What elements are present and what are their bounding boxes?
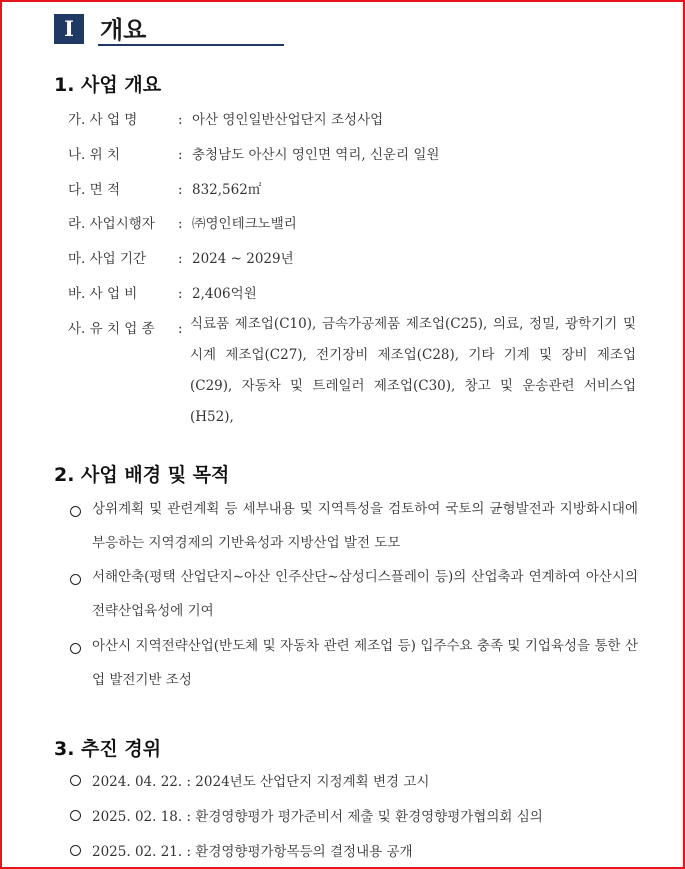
row-label: 라. 사업시행자 (68, 216, 155, 232)
overview-row-area (68, 178, 261, 198)
chapter-underline (98, 44, 284, 46)
chapter-title: 개요 (100, 16, 147, 44)
row-colon: : (178, 182, 183, 198)
circle-bullet-icon (70, 845, 81, 856)
row-colon: : (178, 147, 183, 163)
circle-bullet-icon (70, 643, 81, 654)
overview-row-operator (68, 212, 297, 232)
row-label: 나. 위 치 (68, 147, 120, 163)
circle-bullet-icon (70, 506, 81, 517)
circle-bullet-icon (70, 775, 81, 786)
row-value: ㈜영인테크노밸리 (192, 216, 297, 232)
overview-row-industries (68, 317, 192, 337)
row-colon: : (178, 251, 183, 267)
circle-bullet-icon (70, 810, 81, 821)
history-text: 2024. 04. 22. : 2024년도 산업단지 지정계획 변경 고시 (92, 774, 430, 790)
history-text: 2025. 02. 18. : 환경영향평가 평가준비서 제출 및 환경영향평가협의회 심의 (92, 809, 543, 825)
row-colon: : (178, 286, 183, 302)
history-text: 2025. 02. 21. : 환경영향평가항목등의 결정내용 공개 (92, 844, 413, 860)
row-colon: : (178, 112, 183, 128)
row-value: 2,406억원 (192, 286, 257, 302)
row-value: 832,562㎡ (192, 182, 262, 198)
overview-row-period (68, 247, 294, 267)
section-1-heading: 1. 사업 개요 (54, 74, 162, 96)
overview-row-cost (68, 282, 257, 302)
chapter-numeral: I (54, 14, 84, 44)
section-3-heading: 3. 추진 경위 (54, 738, 162, 760)
overview-row-location (68, 143, 439, 163)
row-label: 가. 사 업 명 (68, 112, 138, 128)
row-label: 바. 사 업 비 (68, 286, 138, 302)
row-value: 2024 ~ 2029년 (192, 251, 294, 267)
bullet-text: 아산시 지역전략산업(반도체 및 자동차 관련 제조업 등) 입주수요 충족 및 기업육성을 통한 산업 발전기반 조성 (92, 638, 638, 688)
row-colon: : (178, 216, 183, 232)
history-item-1 (68, 770, 429, 790)
bullet-text: 서해안축(평택 산업단지∼아산 인주산단∼삼성디스플레이 등)의 산업축과 연계하여 아산시의 전략산업육성에 기여 (92, 569, 638, 619)
history-item-2 (68, 805, 543, 825)
bullet-text: 상위계획 및 관련계획 등 세부내용 및 지역특성을 검토하여 국토의 균형발전과 지방화시대에 부응하는 지역경제의 기반육성과 지방산업 발전 도모 (92, 501, 638, 551)
row-label: 다. 면 적 (68, 182, 120, 198)
row-value: 아산 영인일반산업단지 조성사업 (192, 112, 384, 128)
overview-industries-value: 식료품 제조업(C10), 금속가공제품 제조업(C25), 의료, 정밀, 광학기기 및 시계 제조업(C27), 전기장비 제조업(C28), 기타 기계 및 장비 제조업(C29), 자동차 및 트레일러 제조업(C30), 창고 및 운송관련 서비스업(H52), (190, 316, 636, 425)
row-label: 사. 유 치 업 종 (68, 321, 155, 337)
row-label: 마. 사업 기간 (68, 251, 147, 267)
history-item-3 (68, 840, 413, 860)
row-value: 충청남도 아산시 영인면 역리, 신운리 일원 (192, 147, 440, 163)
row-colon: : (178, 321, 183, 337)
overview-row-name (68, 108, 383, 128)
section-2-heading: 2. 사업 배경 및 목적 (54, 464, 230, 486)
circle-bullet-icon (70, 574, 81, 585)
